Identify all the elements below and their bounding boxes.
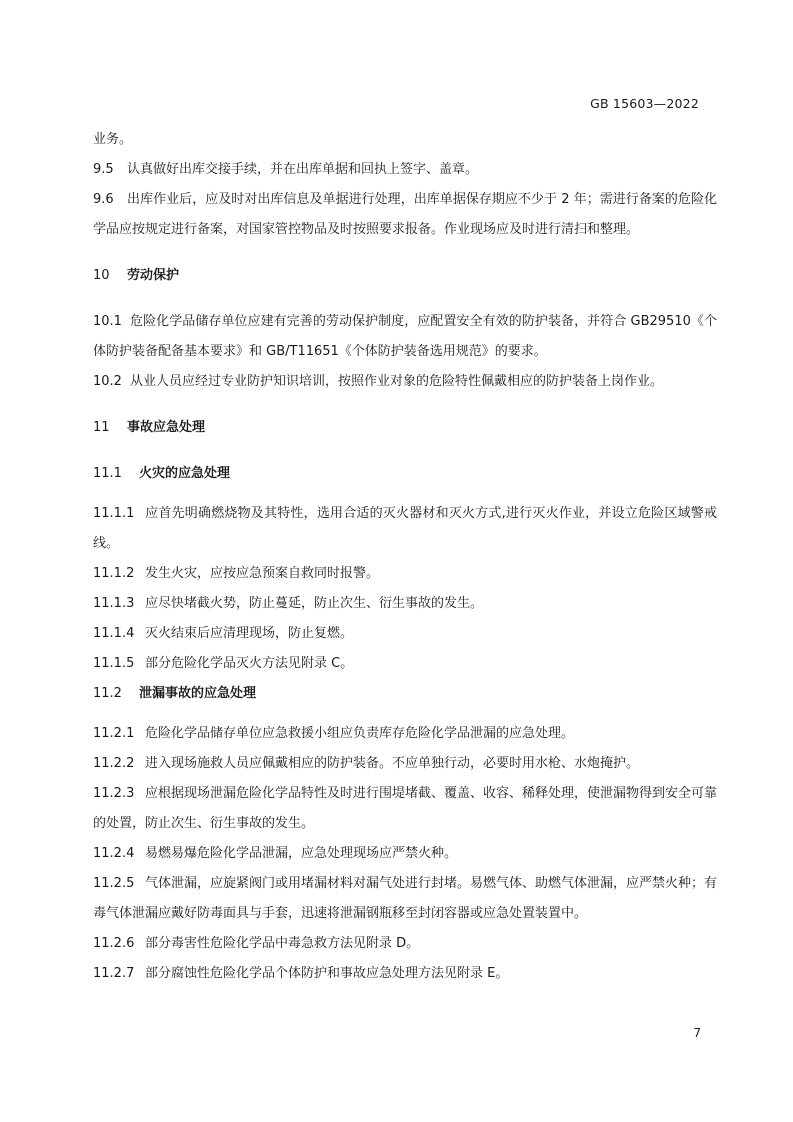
clause-text: 灭火结束后应清理现场，防止复燃。 — [145, 626, 354, 641]
section-heading-11 — [93, 413, 717, 443]
clause-11-1-1 — [93, 499, 717, 559]
clause-number: 11.1.4 — [93, 626, 135, 641]
subsection-title: 泄漏事故的应急处理 — [139, 686, 257, 701]
section-title: 劳动保护 — [127, 268, 180, 283]
subsection-title: 火灾的应急处理 — [139, 466, 231, 481]
clause-number: 11.2.6 — [93, 936, 135, 951]
clause-text: 认真做好出库交接手续，并在出库单据和回执上签字、盖章。 — [127, 162, 479, 177]
clause-text: 危险化学品储存单位应建有完善的劳动保护制度，应配置安全有效的防护装备，并符合 GB29510《个体防护装备配备基本要求》和 GB/T11651《个体防护装备选用规范》的要求。 — [93, 314, 717, 359]
subsection-heading-11-1 — [93, 459, 717, 489]
clause-number: 11.2.4 — [93, 846, 135, 861]
clause-11-1-2 — [93, 559, 717, 589]
clause-text: 气体泄漏，应旋紧阀门或用堵漏材料对漏气处进行封堵。易燃气体、助燃气体泄漏，应严禁火种；有毒气体泄漏应戴好防毒面具与手套，迅速将泄漏钢瓶移至封闭容器或应急处置装置中。 — [93, 876, 718, 921]
clause-text: 部分毒害性危险化学品中毒急救方法见附录 D。 — [145, 936, 420, 951]
section-title: 事故应急处理 — [127, 420, 206, 435]
clause-text: 危险化学品储存单位应急救援小组应负责库存危险化学品泄漏的应急处理。 — [145, 726, 575, 741]
clause-text: 应尽快堵截火势，防止蔓延，防止次生、衍生事故的发生。 — [145, 596, 484, 611]
clause-number: 11.2.3 — [93, 786, 135, 801]
clause-text: 应首先明确燃烧物及其特性，选用合适的灭火器材和灭火方式,进行灭火作业，并设立危险区域警戒线。 — [93, 506, 717, 551]
subsection-number: 11.1 — [93, 466, 122, 481]
paragraph-text: 业务。 — [93, 132, 133, 147]
clause-11-2-3 — [93, 779, 717, 839]
section-heading-10 — [93, 261, 717, 291]
clause-number: 11.1.2 — [93, 566, 135, 581]
clause-11-1-5 — [93, 649, 717, 679]
document-body — [93, 125, 717, 989]
clause-text: 部分危险化学品灭火方法见附录 C。 — [145, 656, 354, 671]
clause-number: 9.5 — [93, 162, 114, 177]
clause-number: 11.2.2 — [93, 756, 135, 771]
clause-number: 11.2.5 — [93, 876, 135, 891]
clause-11-2-1 — [93, 719, 717, 749]
clause-text: 部分腐蚀性危险化学品个体防护和事故应急处理方法见附录 E。 — [145, 966, 509, 981]
page-number: 7 — [693, 1026, 701, 1040]
clause-11-2-7 — [93, 959, 717, 989]
clause-10-2 — [93, 367, 717, 397]
clause-11-2-4 — [93, 839, 717, 869]
clause-number: 10.2 — [93, 374, 122, 389]
clause-text: 进入现场施救人员应佩戴相应的防护装备。不应单独行动，必要时用水枪、水炮掩护。 — [145, 756, 640, 771]
clause-number: 11.2.7 — [93, 966, 135, 981]
clause-9-5 — [93, 155, 717, 185]
clause-text: 出库作业后，应及时对出库信息及单据进行处理，出库单据保存期应不少于 2 年；需进行备案的危险化学品应按规定进行备案，对国家管控物品及时按照要求报备。作业现场应及时进行清扫和整理。 — [93, 192, 717, 237]
section-number: 11 — [93, 420, 110, 435]
clause-text: 发生火灾，应按应急预案自救同时报警。 — [145, 566, 380, 581]
clause-number: 9.6 — [93, 192, 114, 207]
subsection-number: 11.2 — [93, 686, 122, 701]
paragraph-9-4-continuation — [93, 125, 717, 155]
clause-text: 易燃易爆危险化学品泄漏，应急处理现场应严禁火种。 — [145, 846, 458, 861]
clause-number: 11.1.3 — [93, 596, 135, 611]
clause-9-6 — [93, 185, 717, 245]
clause-number: 11.1.1 — [93, 506, 135, 521]
clause-11-2-2 — [93, 749, 717, 779]
clause-10-1 — [93, 307, 717, 367]
clause-11-1-4 — [93, 619, 717, 649]
clause-11-2-5 — [93, 869, 717, 929]
section-number: 10 — [93, 268, 110, 283]
clause-11-2-6 — [93, 929, 717, 959]
subsection-heading-11-2 — [93, 679, 717, 709]
standard-code: GB 15603—2022 — [590, 96, 699, 111]
clause-number: 11.2.1 — [93, 726, 135, 741]
clause-11-1-3 — [93, 589, 717, 619]
clause-text: 应根据现场泄漏危险化学品特性及时进行围堤堵截、覆盖、收容、稀释处理，使泄漏物得到安全可靠的处置，防止次生、衍生事故的发生。 — [93, 786, 718, 831]
clause-text: 从业人员应经过专业防护知识培训，按照作业对象的危险特性佩戴相应的防护装备上岗作业。 — [129, 374, 663, 389]
clause-number: 11.1.5 — [93, 656, 135, 671]
clause-number: 10.1 — [93, 314, 122, 329]
